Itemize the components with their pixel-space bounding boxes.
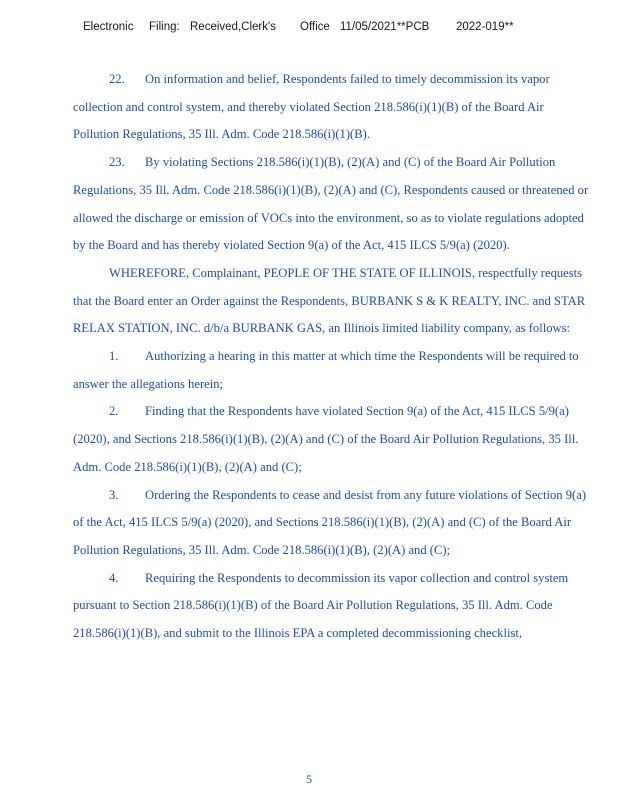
paragraph-number: 23. [109,155,125,170]
header-electronic: Electronic [83,21,134,33]
document-body [73,66,593,648]
header-filing: Filing: [149,21,180,33]
header-case-number: 2022-019** [456,21,514,33]
request-item-3 [73,482,593,565]
paragraph-number: 2. [109,404,119,419]
paragraph-text: On information and belief, Respondents failed to timely decommission its vapor collection and control system, and thereby violated Section 218.586(i)(1)(B) of the Board Air Pollution Regulations, 35 Ill. Adm. Code 218.586(i)(1)(B). [73,72,550,142]
filing-header [0,21,618,37]
paragraph-number: 1. [109,349,119,364]
request-item-2 [73,398,593,481]
paragraph-text: By violating Sections 218.586(i)(1)(B), (2)(A) and (C) of the Board Air Pollution Regulations, 35 Ill. Adm. Code 218.586(i)(1)(B), (2)(A) and (C), Respondents caused or threatened or allowed the discharge or emission of VOCs into the environment, so as to violate regulations adopted by the Board and has thereby violated Section 9(a) of the Act, 415 ILCS 5/9(a) (2020). [73,155,589,253]
request-item-1 [73,343,593,398]
paragraph-text: Finding that the Respondents have violated Section 9(a) of the Act, 415 ILCS 5/9(a) (2020), and Sections 218.586(i)(1)(B), (2)(A) and (C) of the Board Air Pollution Regulations, 35 Ill. Adm. Code 218.586(i)(1)(B), (2)(A) and (C); [73,404,579,474]
header-office: Office [300,21,330,33]
paragraph-number: 3. [109,487,119,502]
paragraph-text: Requiring the Respondents to decommission its vapor collection and control system pursuant to Section 218.586(i)(1)(B) of the Board Air Pollution Regulations, 35 Ill. Adm. Code 218.586(i)(1)(B), and submit to the Illinois EPA a completed decommissioning checklist, [73,570,569,641]
paragraph-text: WHEREFORE, Complainant, PEOPLE OF THE STATE OF ILLINOIS, respectfully requests that the Board enter an Order against the Respondents, BURBANK S & K REALTY, INC. and STAR RELAX STATION, INC. d/b/a BURBANK GAS, an Illinois limited liability company, as follows: [73,265,586,336]
page-number: 5 [306,772,312,786]
paragraph-number: 4. [109,570,119,585]
paragraph-text: Authorizing a hearing in this matter at which time the Respondents will be required to answer the allegations herein; [73,349,579,391]
header-date: 11/05/2021**PCB [340,21,430,33]
request-item-4 [73,565,593,648]
paragraph-22 [73,66,593,149]
paragraph-number: 22. [109,72,125,86]
paragraph-text: Ordering the Respondents to cease and desist from any future violations of Section 9(a) of the Act, 415 ILCS 5/9(a) (2020), and Sections 218.586(i)(1)(B), (2)(A) and (C) of the Board Air Pollution Regulations, 35 Ill. Adm. Code 218.586(i)(1)(B), (2)(A) and (C); [73,487,587,557]
header-received: Received,Clerk's [190,21,276,33]
paragraph-23 [73,149,593,260]
wherefore-paragraph [73,260,593,343]
